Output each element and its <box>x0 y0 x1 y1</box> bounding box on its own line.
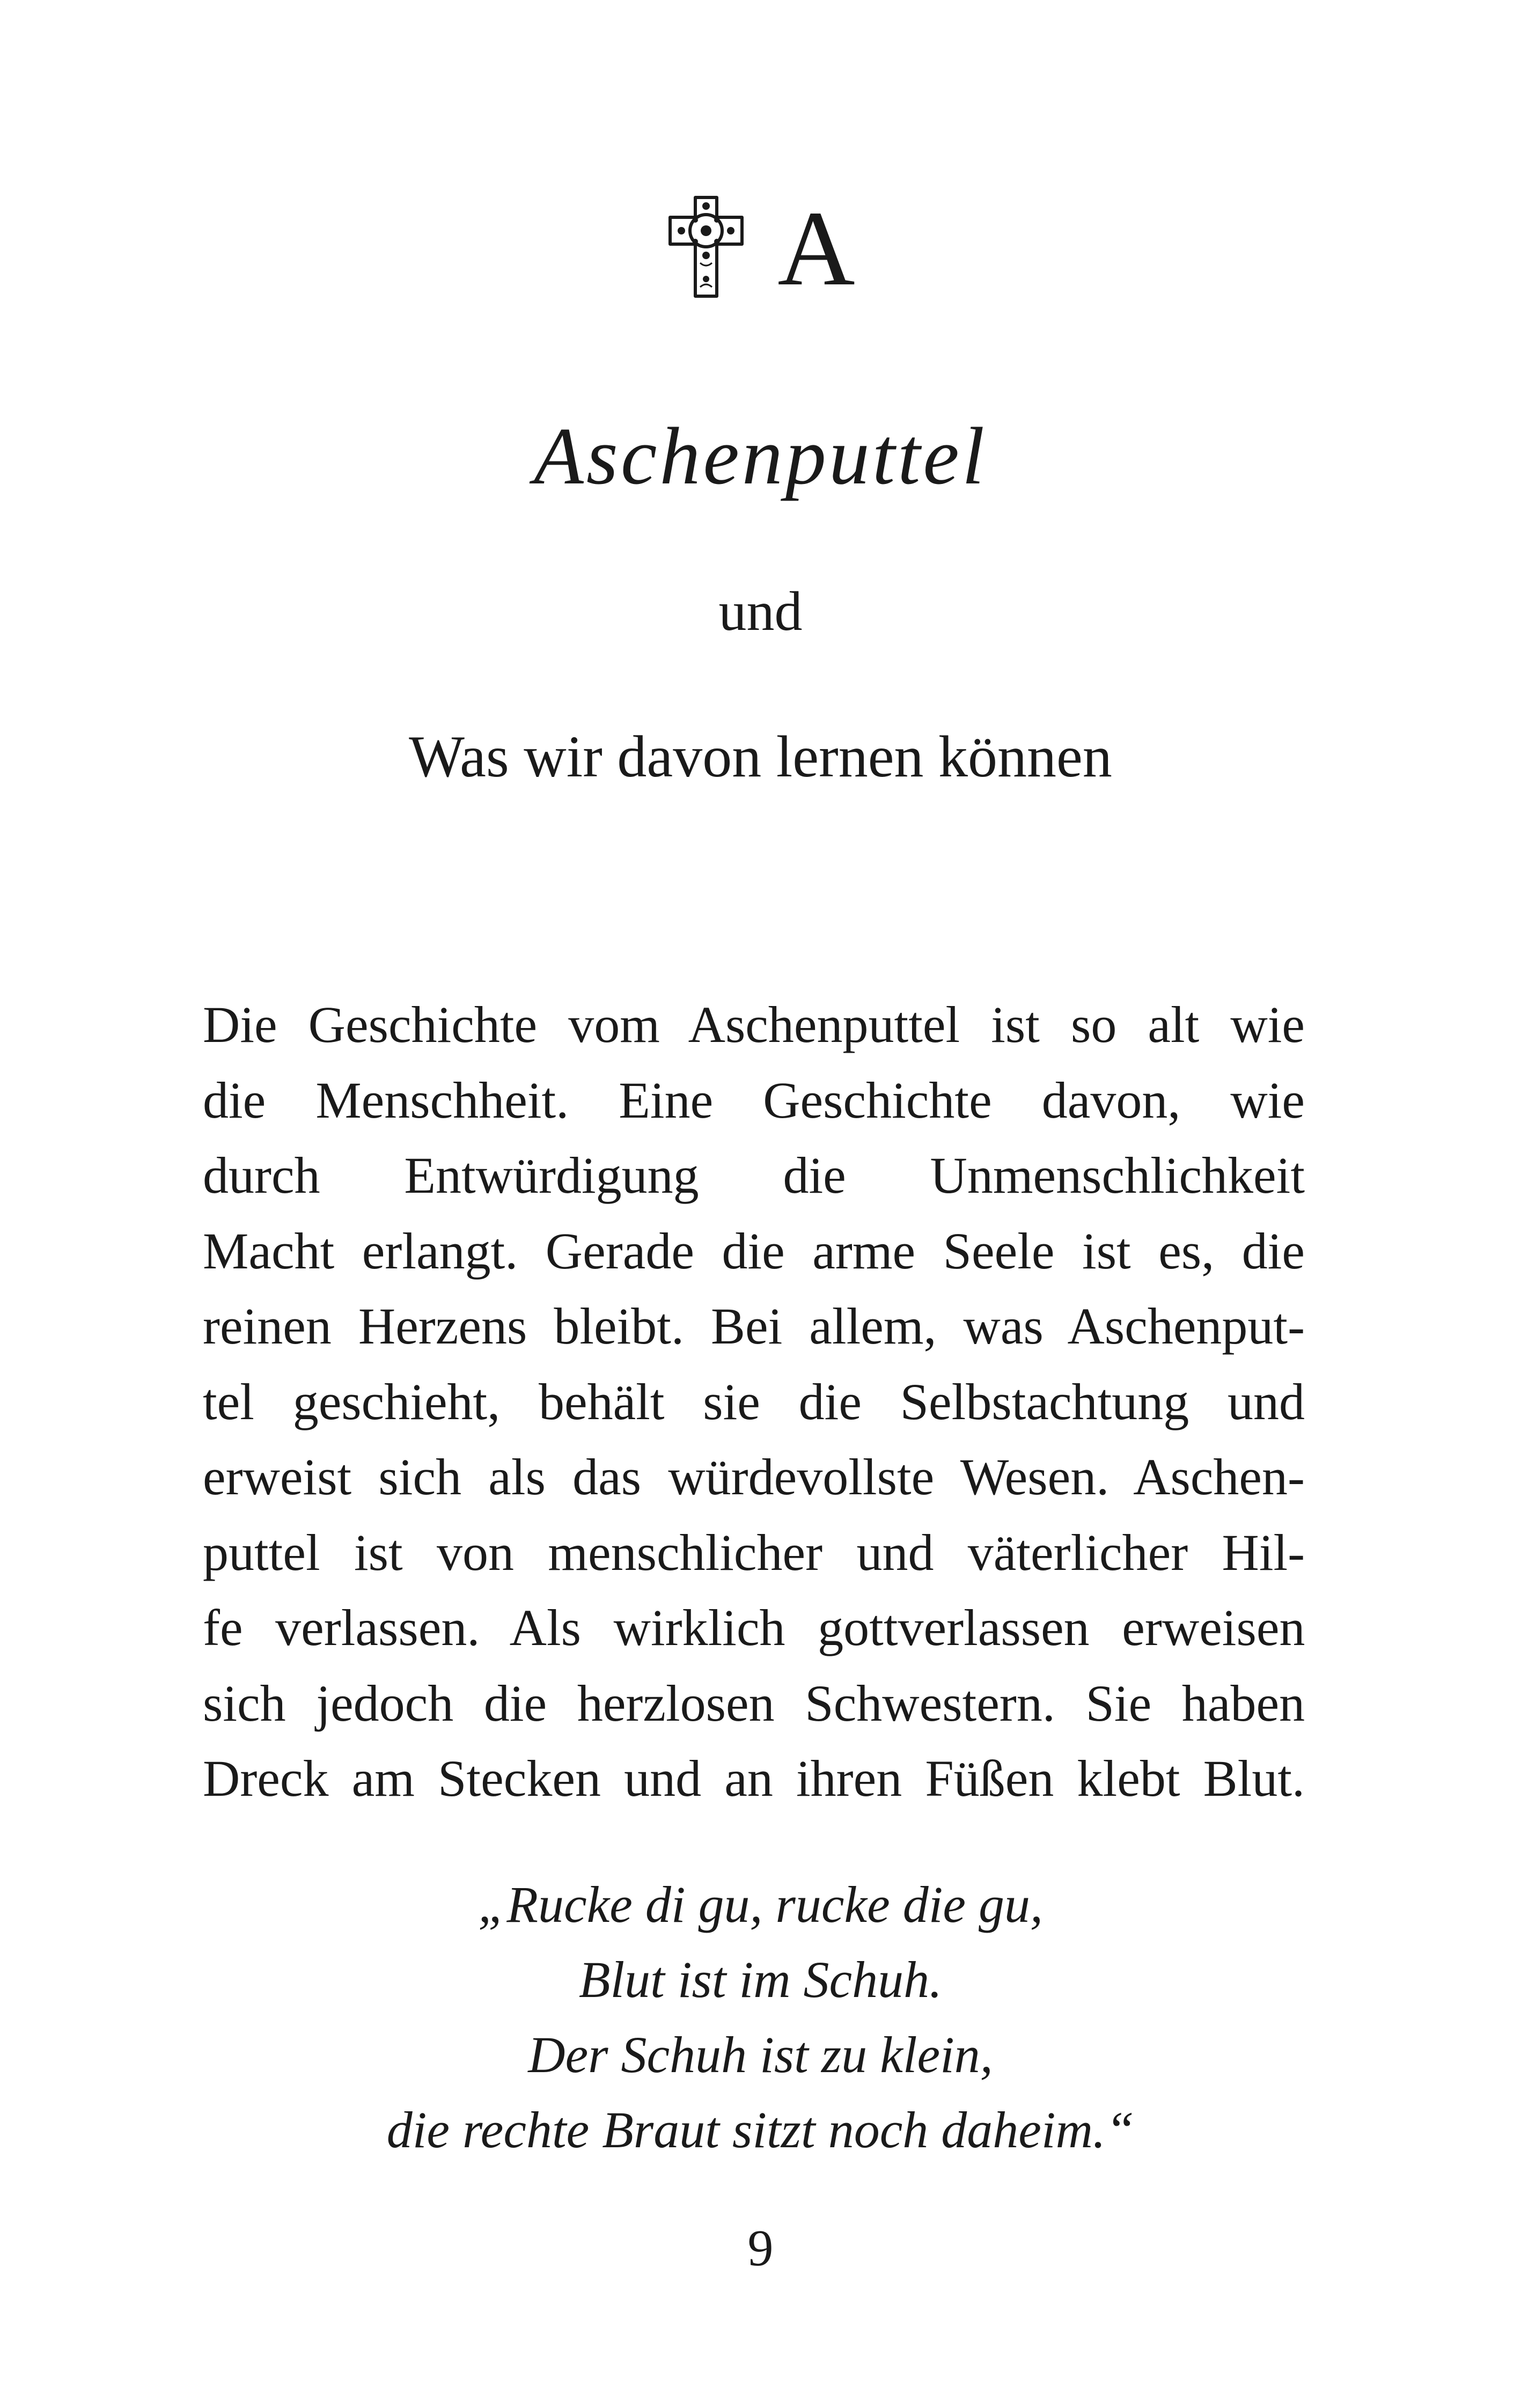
chapter-letter: A <box>777 189 855 308</box>
body-line: Die Geschichte vom Aschenputtel ist so alt wie <box>203 996 1305 1053</box>
body-line: durch Entwürdigung die Unmenschlichkeit <box>203 1147 1305 1204</box>
body-line: fe verlassen. Als wirklich gottverlassen erweisen <box>203 1599 1305 1656</box>
page-number: 9 <box>747 2219 774 2277</box>
verse-quote <box>0 1867 1521 2168</box>
celtic-cross-icon <box>666 193 746 300</box>
body-line: die Menschheit. Eine Geschichte davon, wie <box>203 1071 1305 1129</box>
body-line: Macht erlangt. Gerade die arme Seele ist es, die <box>203 1222 1305 1280</box>
title-conjunction: und <box>718 581 803 642</box>
body-line: reinen Herzens bleibt. Bei allem, was Aschenput- <box>203 1297 1305 1355</box>
body-line: erweist sich als das würdevollste Wesen. Aschen- <box>203 1448 1305 1506</box>
chapter-heading-mark <box>0 189 1521 308</box>
chapter-subtitle: Was wir davon lernen können <box>409 724 1112 789</box>
body-paragraph <box>203 987 1305 1817</box>
verse-line: die rechte Braut sitzt noch daheim.“ <box>386 2101 1135 2159</box>
verse-line: Blut ist im Schuh. <box>578 1951 943 2008</box>
verse-line: „Rucke di gu, rucke die gu, <box>478 1876 1043 1933</box>
chapter-title: Aschenputtel <box>533 411 988 501</box>
body-line: Dreck am Stecken und an ihren Füßen klebt Blut. <box>203 1750 1305 1807</box>
body-line: tel geschieht, behält sie die Selbstachtung und <box>203 1372 1305 1430</box>
body-line: sich jedoch die herzlosen Schwestern. Sie haben <box>203 1674 1305 1732</box>
body-line: puttel ist von menschlicher und väterlicher Hil- <box>203 1523 1305 1581</box>
verse-line: Der Schuh ist zu klein, <box>528 2026 993 2083</box>
